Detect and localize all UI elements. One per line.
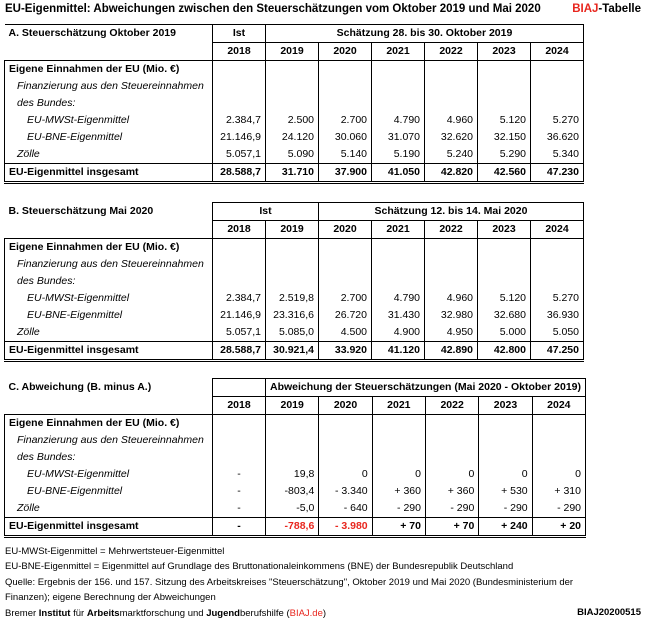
total-cell: 41.120 (372, 342, 425, 361)
table-cell: 19,8 (266, 466, 319, 483)
table-cell: - (213, 500, 266, 518)
institute-part: Jugend (206, 608, 240, 619)
year-2021: 2021 (372, 43, 425, 61)
total-cell-negative: -788,6 (266, 518, 319, 537)
table-cell: 30.060 (319, 129, 372, 146)
table-cell: - 640 (319, 500, 372, 518)
year-2018: 2018 (213, 397, 266, 415)
financing-label-line1: Finanzierung aus den Steuereinnahmen (5, 256, 213, 273)
table-cell: 5.290 (478, 146, 531, 164)
table-cell: - 290 (479, 500, 532, 518)
financing-label-line2: des Bundes: (5, 273, 213, 290)
total-cell: 42.890 (425, 342, 478, 361)
year-2023: 2023 (479, 397, 532, 415)
year-2018: 2018 (213, 221, 266, 239)
document-code: BIAJ20200515 (577, 607, 641, 618)
table-cell: - 3.340 (319, 483, 372, 500)
table-cell: 2.519,8 (266, 290, 319, 307)
institute-part: berufshilfe ( (239, 608, 290, 619)
total-label: EU-Eigenmittel insgesamt (5, 342, 213, 361)
table-b-section-title: B. Steuerschätzung Mai 2020 (8, 205, 154, 217)
institute-part: Institut (38, 608, 71, 619)
table-cell: -5,0 (266, 500, 319, 518)
table-cell: 32.620 (425, 129, 478, 146)
table-cell: 4.950 (425, 324, 478, 342)
bne-label: EU-BNE-Eigenmittel (5, 307, 213, 324)
total-cell: - (213, 518, 266, 537)
institute-part: Arbeits (86, 608, 120, 619)
footnote-source: Quelle: Ergebnis der 156. und 157. Sitzung des Arbeitskreises "Steuerschätzung", Oktober 2019 und Mai 2020 (Bundesministerium der (5, 577, 574, 588)
total-cell-negative: - 3.980 (319, 518, 372, 537)
total-cell: 47.230 (531, 164, 584, 183)
table-cell: 4.960 (425, 112, 478, 129)
table-cell: 2.384,7 (213, 290, 266, 307)
table-cell: 26.720 (319, 307, 372, 324)
table-c-section-title: C. Abweichung (B. minus A.) (8, 381, 152, 393)
table-cell: 0 (479, 466, 532, 483)
table-cell: 5.057,1 (213, 324, 266, 342)
table-cell: 2.700 (319, 112, 372, 129)
total-label: EU-Eigenmittel insgesamt (5, 164, 213, 183)
table-cell: 4.500 (319, 324, 372, 342)
table-cell: 5.240 (425, 146, 478, 164)
brand-label (572, 3, 641, 15)
year-2024: 2024 (531, 221, 584, 239)
table-cell: 0 (319, 466, 372, 483)
footnote-mwst: EU-MWSt-Eigenmittel = Mehrwertsteuer-Eigenmittel (5, 546, 225, 557)
total-cell: 31.710 (266, 164, 319, 183)
table-cell: 5.340 (531, 146, 584, 164)
year-2019: 2019 (266, 221, 319, 239)
total-cell: 41.050 (372, 164, 425, 183)
mwst-label: EU-MWSt-Eigenmittel (5, 466, 213, 483)
total-label: EU-Eigenmittel insgesamt (5, 518, 213, 537)
year-2021: 2021 (372, 397, 425, 415)
institute-part: Bremer (5, 608, 39, 619)
table-cell: - (213, 466, 266, 483)
row-header: Eigene Einnahmen der EU (Mio. €) (5, 239, 213, 257)
financing-label-line2: des Bundes: (5, 449, 213, 466)
table-cell: 5.270 (531, 290, 584, 307)
table-cell: - 290 (532, 500, 585, 518)
table-cell: 2.384,7 (213, 112, 266, 129)
table-a-section-title: A. Steuerschätzung Oktober 2019 (8, 27, 176, 40)
year-2019: 2019 (266, 43, 319, 61)
table-cell: 0 (425, 466, 478, 483)
table-cell: 36.620 (531, 129, 584, 146)
total-cell: 47.250 (531, 342, 584, 361)
table-cell: 2.700 (319, 290, 372, 307)
table-cell: - (213, 483, 266, 500)
table-cell: + 530 (479, 483, 532, 500)
table-cell: 21.146,9 (213, 129, 266, 146)
total-cell: + 20 (532, 518, 585, 537)
year-2020: 2020 (319, 43, 372, 61)
total-cell: + 70 (425, 518, 478, 537)
year-2019: 2019 (266, 397, 319, 415)
table-cell: 5.000 (478, 324, 531, 342)
year-2020: 2020 (319, 221, 372, 239)
table-cell: 5.120 (478, 290, 531, 307)
table-cell: 4.790 (372, 290, 425, 307)
table-cell: 5.120 (478, 112, 531, 129)
total-cell: 42.820 (425, 164, 478, 183)
year-2022: 2022 (425, 397, 478, 415)
table-cell: 5.190 (372, 146, 425, 164)
table-a (4, 24, 584, 184)
table-cell: 5.270 (531, 112, 584, 129)
zoelle-label: Zölle (5, 324, 213, 342)
total-cell: 42.560 (478, 164, 531, 183)
table-cell: - 290 (372, 500, 425, 518)
table-b-ist-label: Ist (213, 203, 319, 221)
table-a-ist-label: Ist (213, 25, 266, 43)
table-a-estimate-label: Schätzung 28. bis 30. Oktober 2019 (266, 25, 584, 43)
table-cell: 5.090 (266, 146, 319, 164)
row-header: Eigene Einnahmen der EU (Mio. €) (5, 415, 213, 433)
table-cell: 36.930 (531, 307, 584, 324)
table-cell: 5.085,0 (266, 324, 319, 342)
total-cell: 33.920 (319, 342, 372, 361)
table-cell: + 360 (425, 483, 478, 500)
total-cell: 37.900 (319, 164, 372, 183)
financing-label-line2: des Bundes: (5, 95, 213, 112)
year-2024: 2024 (532, 397, 585, 415)
total-cell: 28.588,7 (213, 164, 266, 183)
table-cell: 0 (532, 466, 585, 483)
financing-label-line1: Finanzierung aus den Steuereinnahmen (5, 432, 213, 449)
bne-label: EU-BNE-Eigenmittel (5, 483, 213, 500)
table-cell: 4.900 (372, 324, 425, 342)
year-2023: 2023 (478, 43, 531, 61)
institute-line (5, 606, 326, 621)
table-cell: 0 (372, 466, 425, 483)
footnote-bne: EU-BNE-Eigenmittel = Eigenmittel auf Grundlage des Bruttonationaleinkommens (BNE) der Bundesrepublik Deutschland (5, 561, 514, 572)
financing-label-line1: Finanzierung aus den Steuereinnahmen (5, 78, 213, 95)
zoelle-label: Zölle (5, 146, 213, 164)
table-cell: 5.140 (319, 146, 372, 164)
table-cell: 23.316,6 (266, 307, 319, 324)
table-cell: 32.150 (478, 129, 531, 146)
zoelle-label: Zölle (5, 500, 213, 518)
table-cell: 2.500 (266, 112, 319, 129)
year-2018: 2018 (213, 43, 266, 61)
total-cell: + 70 (372, 518, 425, 537)
table-cell: 21.146,9 (213, 307, 266, 324)
footnote-source-cont: Finanzen); eigene Berechnung der Abweichungen (5, 592, 216, 603)
institute-part: ) (322, 608, 327, 619)
year-2022: 2022 (425, 221, 478, 239)
table-cell: 4.790 (372, 112, 425, 129)
table-cell: 4.960 (425, 290, 478, 307)
table-cell: 5.050 (531, 324, 584, 342)
year-2022: 2022 (425, 43, 478, 61)
total-cell: 28.588,7 (213, 342, 266, 361)
table-cell: 31.070 (372, 129, 425, 146)
total-cell: 30.921,4 (266, 342, 319, 361)
table-c-heading: Abweichung der Steuerschätzungen (Mai 2020 - Oktober 2019) (266, 379, 586, 397)
mwst-label: EU-MWSt-Eigenmittel (5, 290, 213, 307)
brand-suffix: -Tabelle (598, 3, 641, 15)
table-cell: + 360 (372, 483, 425, 500)
table-cell: 32.680 (478, 307, 531, 324)
institute-link[interactable]: BIAJ.de (289, 608, 323, 619)
year-2021: 2021 (372, 221, 425, 239)
row-header: Eigene Einnahmen der EU (Mio. €) (5, 61, 213, 79)
brand-prefix: BIAJ (572, 3, 599, 15)
page-title: EU-Eigenmittel: Abweichungen zwischen den Steuerschätzungen vom Oktober 2019 und Mai 2020 (5, 3, 541, 15)
table-cell: + 310 (532, 483, 585, 500)
institute-part: für (70, 608, 87, 619)
year-2023: 2023 (478, 221, 531, 239)
table-c (4, 378, 586, 538)
table-cell: -803,4 (266, 483, 319, 500)
bne-label: EU-BNE-Eigenmittel (5, 129, 213, 146)
table-b-estimate-label: Schätzung 12. bis 14. Mai 2020 (319, 203, 584, 221)
table-cell: 5.057,1 (213, 146, 266, 164)
table-cell: - 290 (425, 500, 478, 518)
table-cell: 31.430 (372, 307, 425, 324)
year-2024: 2024 (531, 43, 584, 61)
total-cell: + 240 (479, 518, 532, 537)
mwst-label: EU-MWSt-Eigenmittel (5, 112, 213, 129)
table-cell: 24.120 (266, 129, 319, 146)
table-b (4, 202, 584, 362)
year-2020: 2020 (319, 397, 372, 415)
table-cell: 32.980 (425, 307, 478, 324)
total-cell: 42.800 (478, 342, 531, 361)
institute-part: marktforschung und (119, 608, 207, 619)
